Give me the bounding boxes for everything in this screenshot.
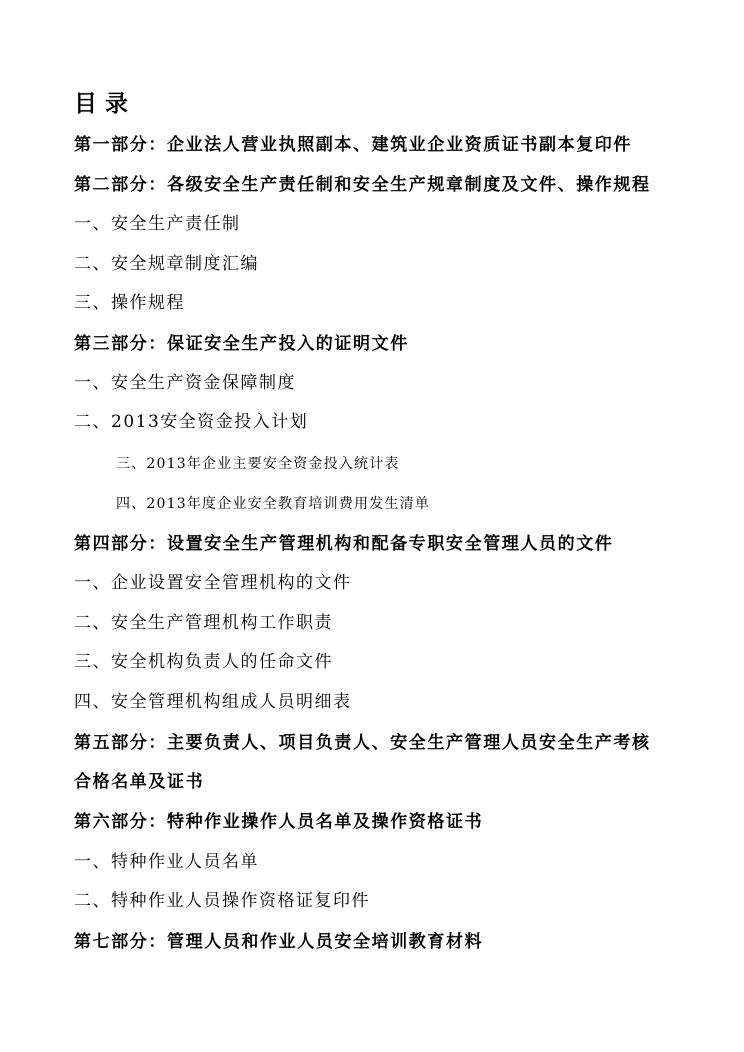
toc-item: 一、安全生产责任制 bbox=[74, 214, 241, 234]
toc-part-3: 第三部分：保证安全生产投入的证明文件 bbox=[74, 334, 409, 354]
toc-item: 二、特种作业人员操作资格证复印件 bbox=[74, 891, 370, 911]
toc-subitem: 三、2013年企业主要安全资金投入统计表 bbox=[116, 456, 400, 472]
toc-part-4: 第四部分：设置安全生产管理机构和配备专职安全管理人员的文件 bbox=[74, 534, 614, 554]
toc-part-2: 第二部分：各级安全生产责任制和安全生产规章制度及文件、操作规程 bbox=[74, 175, 651, 195]
page-title: 目录 bbox=[74, 91, 136, 117]
toc-part-7: 第七部分：管理人员和作业人员安全培训教育材料 bbox=[74, 932, 484, 952]
toc-item: 二、安全规章制度汇编 bbox=[74, 254, 259, 274]
toc-item: 一、企业设置安全管理机构的文件 bbox=[74, 573, 352, 593]
toc-item: 三、安全机构负责人的任命文件 bbox=[74, 652, 333, 672]
toc-part-5-continued: 合格名单及证书 bbox=[74, 772, 205, 792]
toc-item: 一、特种作业人员名单 bbox=[74, 852, 259, 872]
toc-part-6: 第六部分：特种作业操作人员名单及操作资格证书 bbox=[74, 812, 484, 832]
toc-part-1: 第一部分：企业法人营业执照副本、建筑业企业资质证书副本复印件 bbox=[74, 135, 632, 155]
toc-subitem: 四、2013年度企业安全教育培训费用发生清单 bbox=[116, 496, 431, 512]
toc-item: 三、操作规程 bbox=[74, 293, 185, 313]
toc-item: 四、安全管理机构组成人员明细表 bbox=[74, 692, 352, 712]
toc-item: 二、安全生产管理机构工作职责 bbox=[74, 613, 333, 633]
toc-item: 一、安全生产资金保障制度 bbox=[74, 373, 296, 393]
toc-part-5: 第五部分：主要负责人、项目负责人、安全生产管理人员安全生产考核 bbox=[74, 733, 651, 753]
toc-item: 二、2013安全资金投入计划 bbox=[74, 412, 309, 432]
